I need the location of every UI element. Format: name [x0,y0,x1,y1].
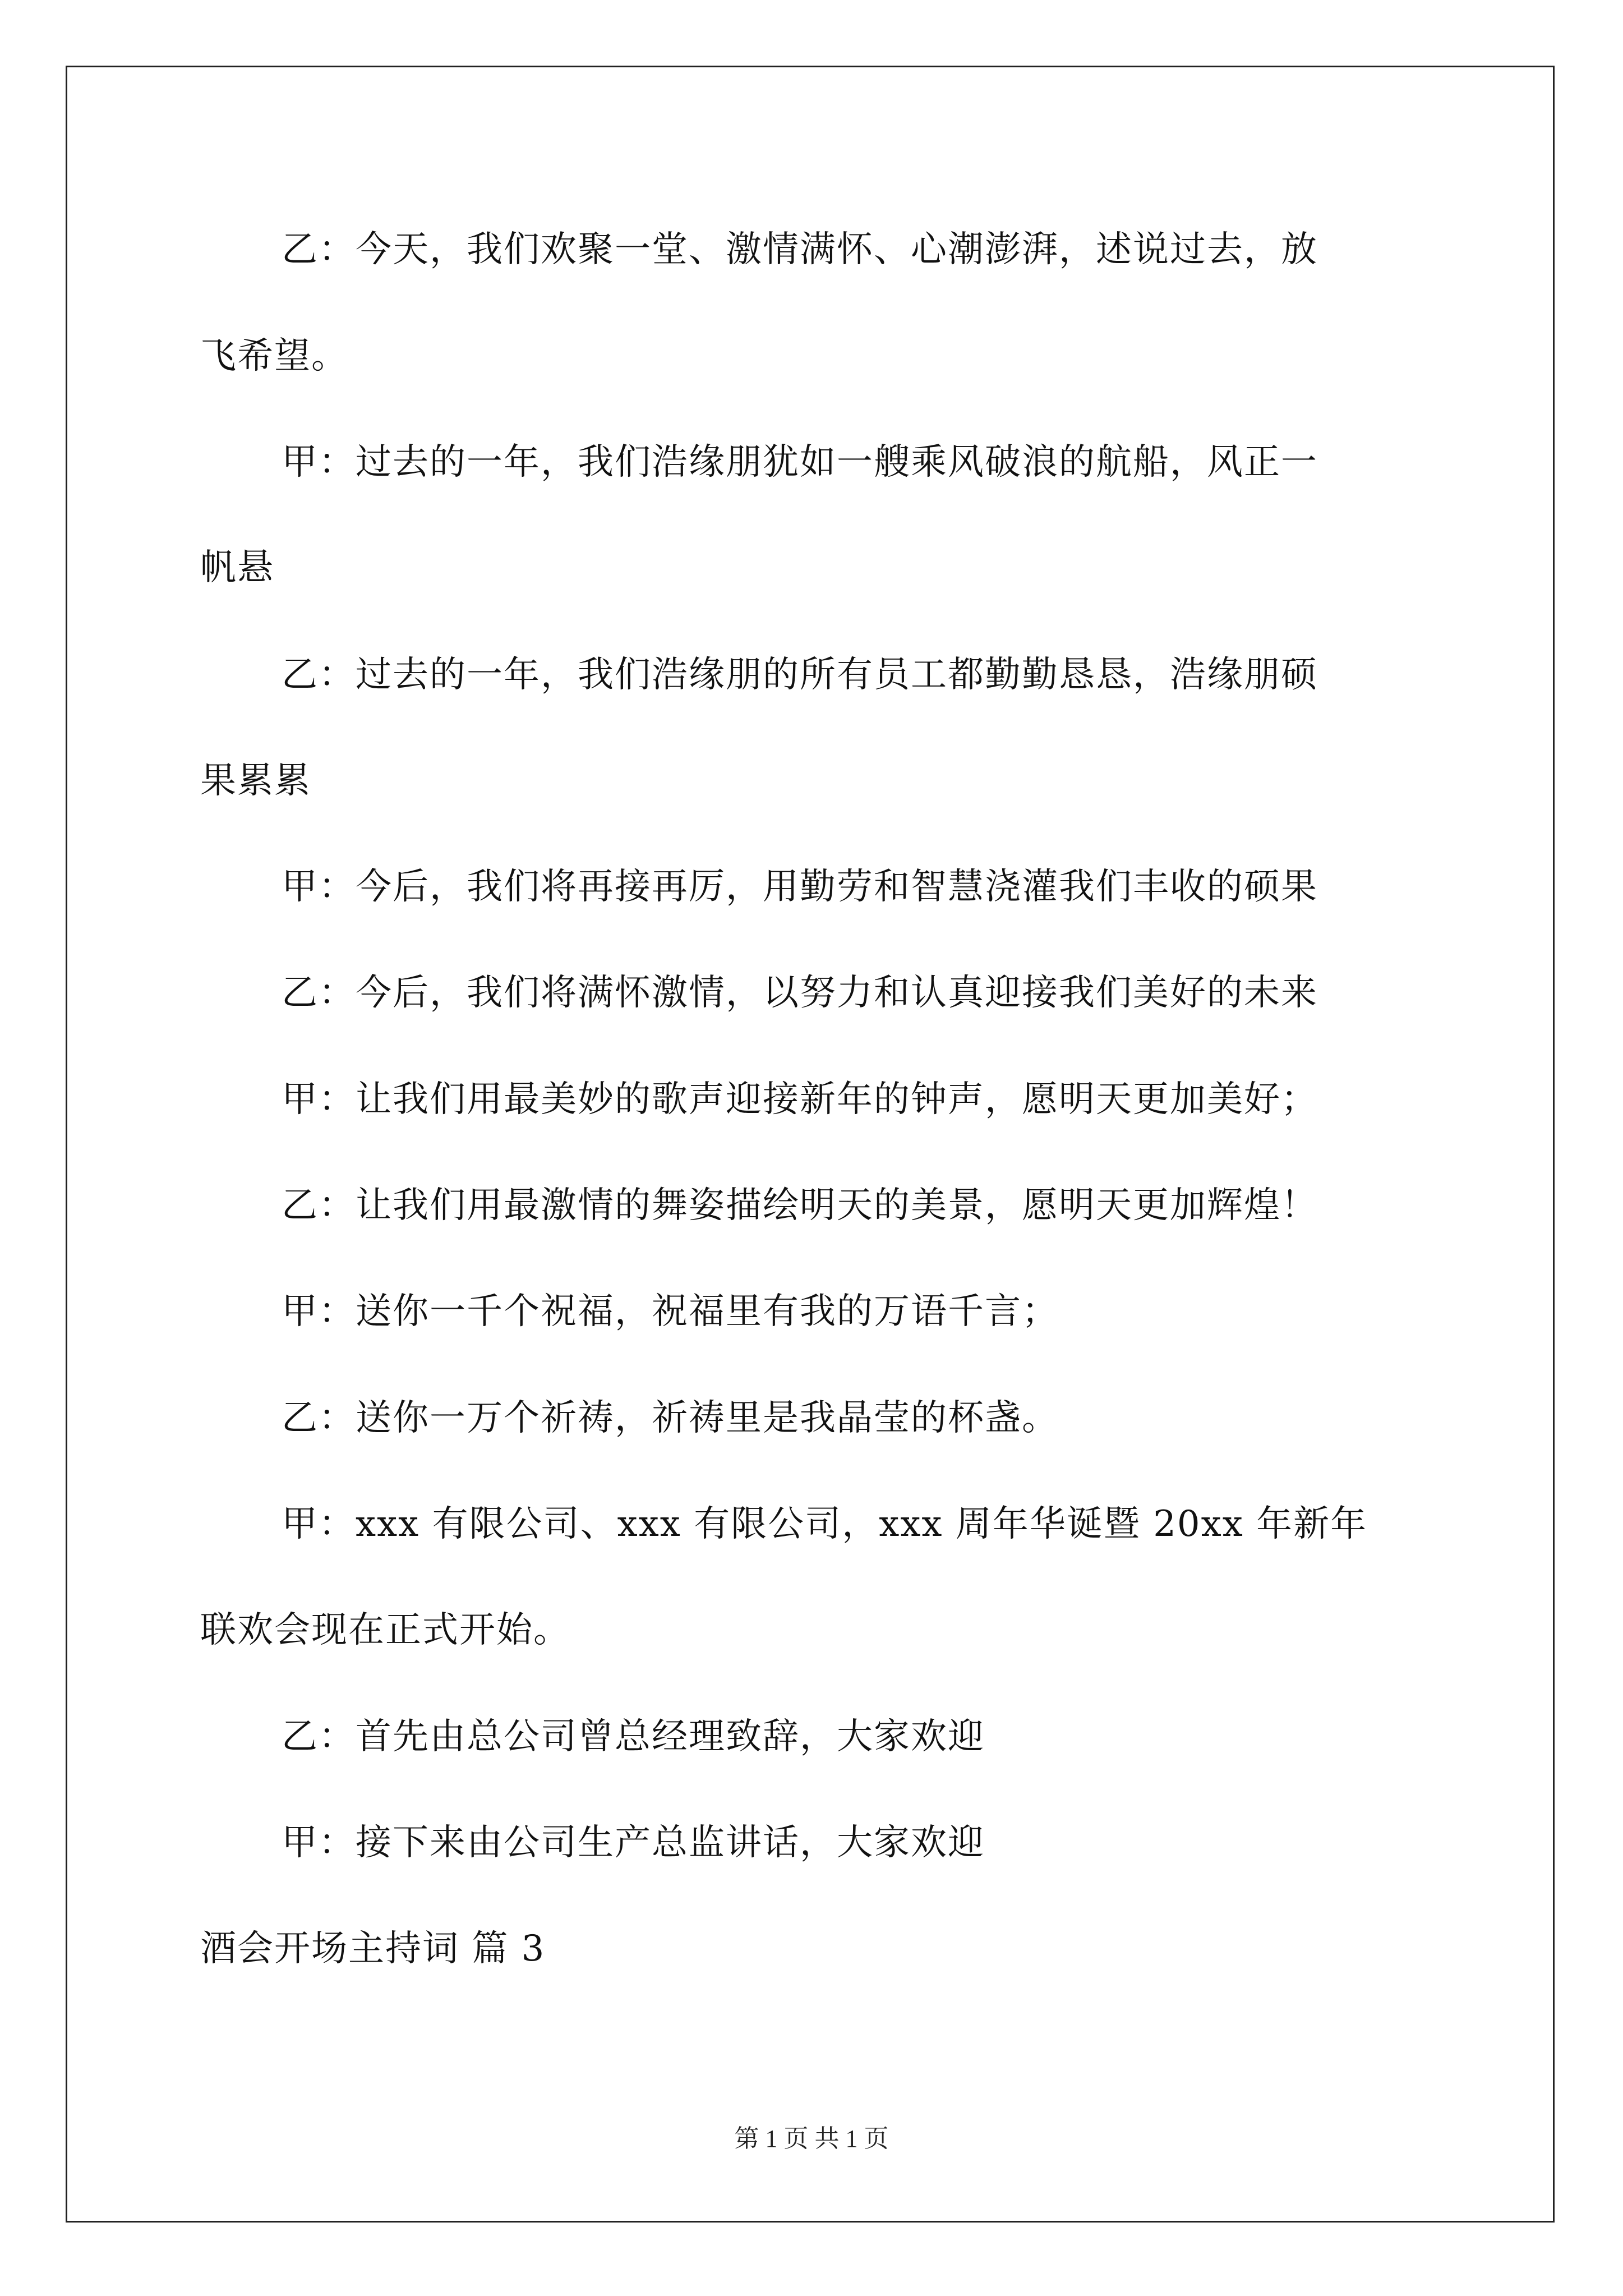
paragraph-line: 甲：今后，我们将再接再厉，用勤劳和智慧浇灌我们丰收的硕果 [282,866,1318,908]
paragraph-line: 乙：送你一万个祈祷，祈祷里是我晶莹的杯盏。 [282,1397,1059,1439]
paragraph-line: 甲：xxx 有限公司、xxx 有限公司，xxx 周年华诞暨 20xx 年新年 [282,1503,1368,1545]
paragraph-line: 甲：送你一千个祝福，祝福里有我的万语千言； [282,1291,1059,1332]
paragraph-line: 乙：让我们用最激情的舞姿描绘明天的美景，愿明天更加辉煌！ [282,1185,1318,1226]
paragraph-line: 甲：接下来由公司生产总监讲话，大家欢迎 [282,1822,985,1864]
section-heading: 酒会开场主持词 篇 3 [200,1928,546,1970]
paragraph-line: 果累累 [200,760,311,802]
page-border [66,66,1555,2223]
paragraph-line: 乙：今天，我们欢聚一堂、激情满怀、心潮澎湃，述说过去，放 [282,229,1318,270]
paragraph-line: 乙：今后，我们将满怀激情，以努力和认真迎接我们美好的未来 [282,972,1318,1014]
paragraph-line: 甲：过去的一年，我们浩缘朋犹如一艘乘风破浪的航船，风正一 [282,441,1318,483]
paragraph-line: 联欢会现在正式开始。 [200,1609,570,1651]
paragraph-line: 飞希望。 [200,335,348,377]
paragraph-line: 乙：过去的一年，我们浩缘朋的所有员工都勤勤恳恳，浩缘朋硕 [282,654,1318,696]
paragraph-line: 乙：首先由总公司曾总经理致辞，大家欢迎 [282,1716,985,1757]
paragraph-line: 帆悬 [200,547,274,588]
page-footer: 第 1 页 共 1 页 [734,2125,889,2152]
paragraph-line: 甲：让我们用最美妙的歌声迎接新年的钟声，愿明天更加美好； [282,1079,1318,1120]
